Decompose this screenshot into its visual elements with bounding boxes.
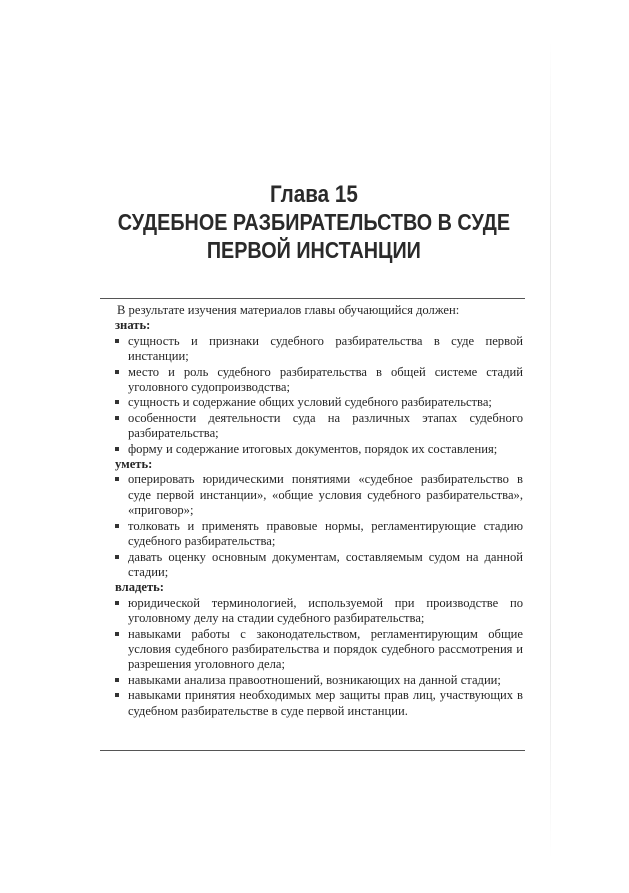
list-item-text: сущность и содержание общих условий судебного разбирательства; [128,395,492,410]
list-item-text: особенности деятельности суда на различных этапах судебного разбирательства; [128,410,523,441]
section-label-know: знать: [115,318,151,333]
list-item-text: толковать и применять правовые нормы, регламентирующие стадию судебного разбирательства; [128,518,523,549]
outcomes-intro: В результате изучения материалов главы обучающийся должен: [117,303,460,317]
list-item-text: форму и содержание итоговых документов, порядок их составления; [128,441,498,456]
list-item [103,688,523,719]
chapter-title-line-2: ПЕРВОЙ ИНСТАНЦИИ [206,237,421,263]
square-bullet-icon [115,524,119,528]
list-item-text: давать оценку основным документам, составляемым судом на данной стадии; [128,549,523,579]
square-bullet-icon [115,447,119,451]
square-bullet-icon [115,370,119,374]
square-bullet-icon [115,477,119,481]
chapter-title-line-1: СУДЕБНОЕ РАЗБИРАТЕЛЬСТВО В СУДЕ [117,209,511,235]
list-item-text: юридической терминологией, используемой при производстве по уголовному делу на стадии судебного разбирательства; [128,595,523,626]
be-able-list [103,472,523,580]
list-item [103,673,523,688]
chapter-number: Глава 15 [269,181,358,208]
square-bullet-icon [115,632,119,636]
list-item-text: навыками анализа правоотношений, возникающих на данной стадии; [128,672,501,687]
list-item [103,334,523,365]
list-item [103,395,523,410]
list-item-text: навыками принятия необходимых мер защиты прав лиц, участвующих в судебном разбирательстве в суде первой инстанции. [128,688,523,718]
list-item [103,365,523,396]
learning-outcomes-box [103,300,523,719]
section-be-able [103,457,523,580]
square-bullet-icon [115,555,119,559]
square-bullet-icon [115,416,119,420]
scan-page-edge [550,40,551,860]
list-item-text: оперировать юридическими понятиями «судебное разбирательство в суде первой инстанции», «общие условия судебного разбирательства», «приговор»; [128,472,523,518]
section-know [103,318,523,457]
section-label-master: владеть: [115,580,164,595]
master-list [103,596,523,719]
section-label-be-able: уметь: [115,457,153,472]
square-bullet-icon [115,601,119,605]
list-item [103,550,523,581]
list-item-text: место и роль судебного разбирательства в общей системе стадий уголовного судопроизводства; [128,364,523,395]
know-list [103,334,523,457]
list-item-text: навыками работы с законодательством, регламентирующим общие условия судебного разбирательства и порядок судебного рассмотрения и разрешения уголовного дела; [128,626,523,672]
square-bullet-icon [115,678,119,682]
list-item [103,519,523,550]
list-item [103,411,523,442]
list-item-text: сущность и признаки судебного разбирательства в суде первой инстанции; [128,333,523,364]
top-rule [100,298,525,299]
square-bullet-icon [115,693,119,697]
list-item [103,627,523,673]
list-item [103,596,523,627]
list-item [103,442,523,457]
section-master [103,580,523,719]
square-bullet-icon [115,339,119,343]
bottom-rule [100,750,525,751]
square-bullet-icon [115,400,119,404]
list-item [103,472,523,518]
